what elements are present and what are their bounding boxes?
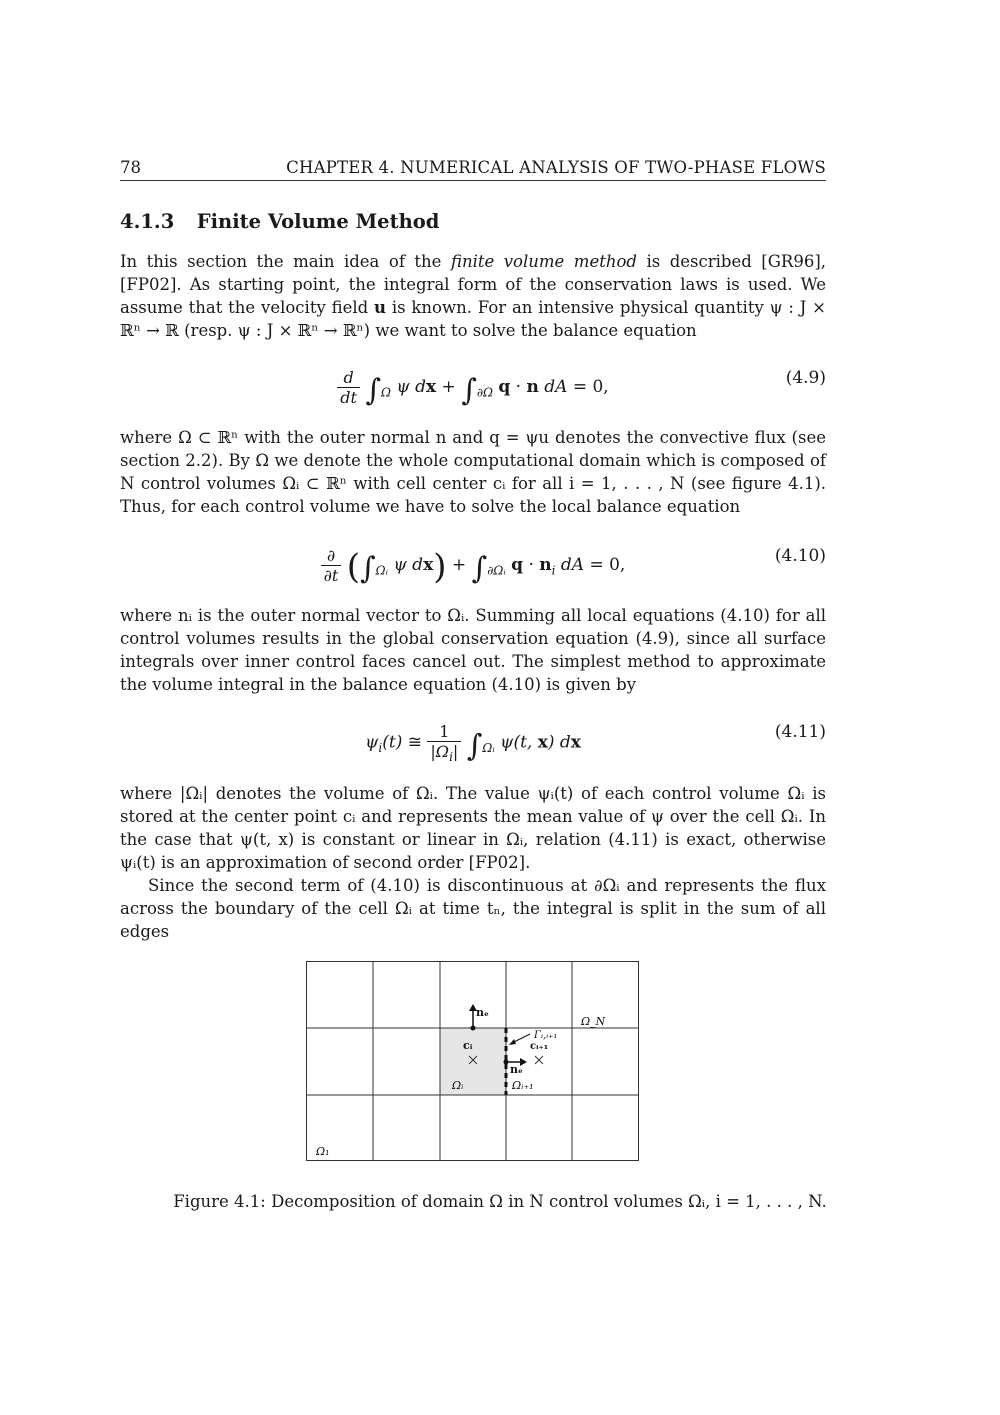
label-gamma: Γᵢ,ᵢ₊₁ bbox=[534, 1030, 558, 1041]
paragraph-5: Since the second term of (4.10) is discontinuous at ∂Ωᵢ and represents the flux across the boundary of the cell Ωᵢ at time tₙ, the integral is split in the sum of all edges bbox=[120, 876, 826, 941]
label-omega-i: Ωᵢ bbox=[452, 1079, 464, 1092]
equation-label: (4.10) bbox=[774, 546, 826, 566]
equation-4-10: $\frac{\partial}{\partial t}$ ($\int_{\Omega ᵢ}$ ψ $dx) + \int_{\partial\Omega ᵢ}$ $q \cdot n_i$ dA = 0, (4.10) bbox=[120, 532, 826, 592]
label-ci: cᵢ bbox=[463, 1039, 473, 1052]
page-number: 78 bbox=[120, 158, 141, 177]
paragraph-2: where Ω ⊂ ℝⁿ with the outer normal n and q = ψu denotes the convective flux (see section 2.2). By Ω we denote the whole computational domain which is composed of N control volumes Ωᵢ ⊂ ℝⁿ with cell center cᵢ for all i = 1, . . . , N (see figure 4.1). Thus, for each control volume we have to solve the local balance equation bbox=[120, 428, 826, 516]
highlighted-cell bbox=[440, 1028, 506, 1095]
chapter-title: CHAPTER 4. NUMERICAL ANALYSIS OF TWO-PHASE FLOWS bbox=[286, 158, 826, 177]
equation-4-9: $\frac{d}{dt}$ $\int_\Omega$ ψ dx + $\int_{\partial\Omega}$ q · n dA = 0, (4.9) bbox=[120, 354, 826, 414]
figure-caption: Figure 4.1: Decomposition of domain Ω in N control volumes Ωᵢ, i = 1, . . . , N. bbox=[173, 1192, 827, 1211]
equation-label: (4.9) bbox=[785, 368, 826, 388]
figure-control-volumes bbox=[306, 961, 640, 1163]
label-ne-top: nₑ bbox=[476, 1006, 489, 1019]
label-ne-right: nₑ bbox=[510, 1063, 523, 1076]
equation-label: (4.11) bbox=[774, 722, 826, 742]
section-heading bbox=[120, 210, 439, 233]
section-number: 4.1.3 bbox=[120, 210, 175, 233]
paragraph-1: In this section the main idea of the finite volume method is described [GR96], [FP02]. As starting point, the integral form of the conservation laws is used. We assume that the velocity field u is known. For an intensive physical quantity ψ : J × ℝⁿ → ℝ (resp. ψ : J × ℝⁿ → ℝⁿ) we want to solve the balance equation bbox=[120, 252, 826, 340]
equation-4-11: $\psi_i(t)$ ≅ $\frac{1}{|\Omega_i|}$ $\int_{\Omega ᵢ}$ ψ(t, x) dx (4.11) bbox=[365, 722, 826, 765]
section-title: Finite Volume Method bbox=[196, 210, 440, 233]
paragraph-3: where nᵢ is the outer normal vector to Ωᵢ. Summing all local equations (4.10) for all control volumes results in the global conservation equation (4.9), since all surface integrals over inner control faces cancel out. The simplest method to approximate the volume integral in the balance equation (4.10) is given by bbox=[120, 606, 826, 694]
paragraph-4: where |Ωᵢ| denotes the volume of Ωᵢ. The value ψᵢ(t) of each control volume Ωᵢ is stored at the center point cᵢ and represents the mean value of ψ over the cell Ωᵢ. In the case that ψ(t, x) is constant or linear in Ωᵢ, relation (4.11) is exact, otherwise ψᵢ(t) is an approximation of second order [FP02]. bbox=[120, 784, 826, 872]
label-omega-n: Ω_N bbox=[581, 1015, 606, 1028]
label-omega-1: Ω₁ bbox=[316, 1145, 330, 1158]
label-omega-next: Ωᵢ₊₁ bbox=[512, 1079, 534, 1092]
label-c-next: cᵢ₊₁ bbox=[530, 1041, 549, 1052]
running-header bbox=[120, 156, 826, 181]
gamma-arrowhead bbox=[509, 1039, 516, 1045]
